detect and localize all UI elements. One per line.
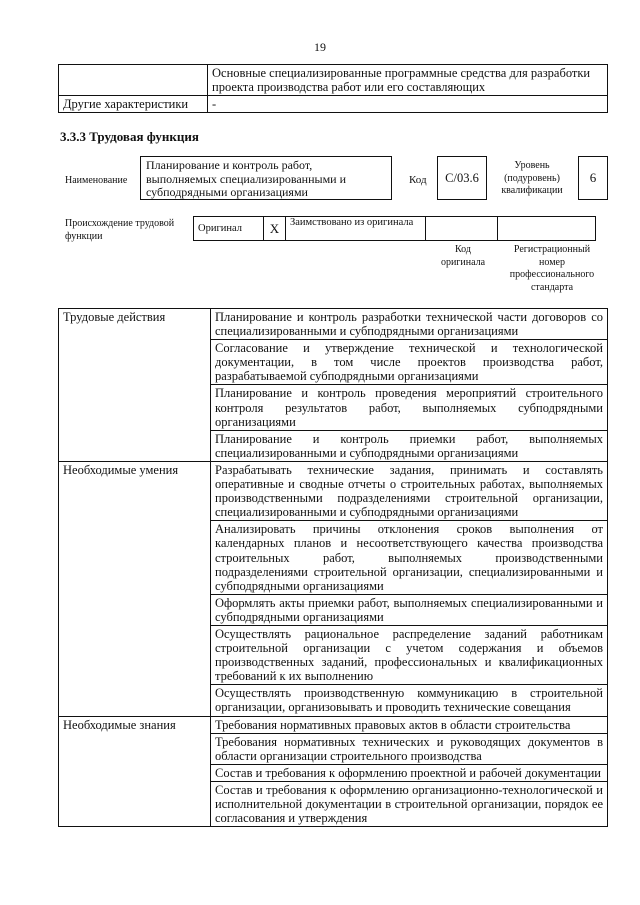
category-cell: Необходимые умения xyxy=(59,461,211,716)
item-cell: Осуществлять производственную коммуникацию в строительной организации, организовывать и проводить технические совещания xyxy=(211,685,608,716)
level-value-box: 6 xyxy=(578,156,608,200)
item-cell: Требования нормативных правовых актов в области строительства xyxy=(211,716,608,733)
top-table xyxy=(58,64,608,113)
function-code-box: С/03.6 xyxy=(437,156,487,200)
code-label: Код xyxy=(409,174,427,186)
category-cell: Необходимые знания xyxy=(59,716,211,827)
table-row xyxy=(194,217,596,241)
table-cell-label: Другие характеристики xyxy=(59,96,208,113)
origin-code-cell xyxy=(426,217,498,241)
table-cell-value: - xyxy=(208,96,608,113)
table-row xyxy=(59,309,608,340)
origin-borrowed-cell: Заимствовано из оригинала xyxy=(286,217,426,241)
item-cell: Разрабатывать технические задания, принимать и составлять оперативные и сводные отчеты о строительных работах, выполняемых производственными подразделениями строительной организации, специализированными и субподрядными организациями xyxy=(211,461,608,520)
origin-table xyxy=(193,216,596,241)
item-cell: Оформлять акты приемки работ, выполняемых специализированными и субподрядными организациями xyxy=(211,594,608,625)
table-cell-value: Основные специализированные программные средства для разработки проекта производства работ или его составляющих xyxy=(208,65,608,96)
origin-label: Происхождение трудовой функции xyxy=(65,218,175,242)
table-row xyxy=(59,65,608,96)
origin-code-caption: Код оригинала xyxy=(440,244,486,268)
table-row xyxy=(59,461,608,520)
table-row xyxy=(59,96,608,113)
item-cell: Согласование и утверждение технической и технологической документации, в том числе проектов производства работ, разрабатываемой субподрядными организациями xyxy=(211,340,608,385)
registration-caption: Регистрационный номер профессионального стандарта xyxy=(509,244,595,293)
origin-original-cell: Оригинал xyxy=(194,217,264,241)
origin-mark-cell: X xyxy=(264,217,286,241)
category-cell: Трудовые действия xyxy=(59,309,211,462)
page-number: 19 xyxy=(314,40,326,54)
origin-reg-cell xyxy=(498,217,596,241)
table-cell-label xyxy=(59,65,208,96)
item-cell: Состав и требования к оформлению организационно-технологической и исполнительной документации в строительной организации, порядок ее согласования и утверждения xyxy=(211,781,608,826)
section-title: 3.3.3 Трудовая функция xyxy=(60,129,199,144)
table-row xyxy=(59,716,608,733)
function-details-table xyxy=(58,308,608,827)
item-cell: Требования нормативных технических и руководящих документов в области организации строительного производства xyxy=(211,733,608,764)
item-cell: Осуществлять рациональное распределение заданий работникам строительной организации с учетом содержания и объемов производственных заданий, профессиональных и квалификационных требований к их выполнению xyxy=(211,625,608,684)
item-cell: Состав и требования к оформлению проектной и рабочей документации xyxy=(211,764,608,781)
item-cell: Планирование и контроль проведения мероприятий строительного контроля результатов работ, выполняемых субподрядными организациями xyxy=(211,385,608,430)
name-label: Наименование xyxy=(65,175,128,186)
level-label: Уровень (подуровень) квалификации xyxy=(501,160,563,196)
item-cell: Анализировать причины отклонения сроков выполнения от календарных планов и несоответствующего качества производства строительных работ, выполняемых производственными подразделениями строительной организации, специализированными и субподрядными организациями xyxy=(211,521,608,594)
item-cell: Планирование и контроль разработки технической части договоров со специализированными и субподрядными организациями xyxy=(211,309,608,340)
item-cell: Планирование и контроль приемки работ, выполняемых специализированными и субподрядными организациями xyxy=(211,430,608,461)
function-name-box: Планирование и контроль работ, выполняемых специализированными и субподрядными организациями xyxy=(140,156,392,200)
